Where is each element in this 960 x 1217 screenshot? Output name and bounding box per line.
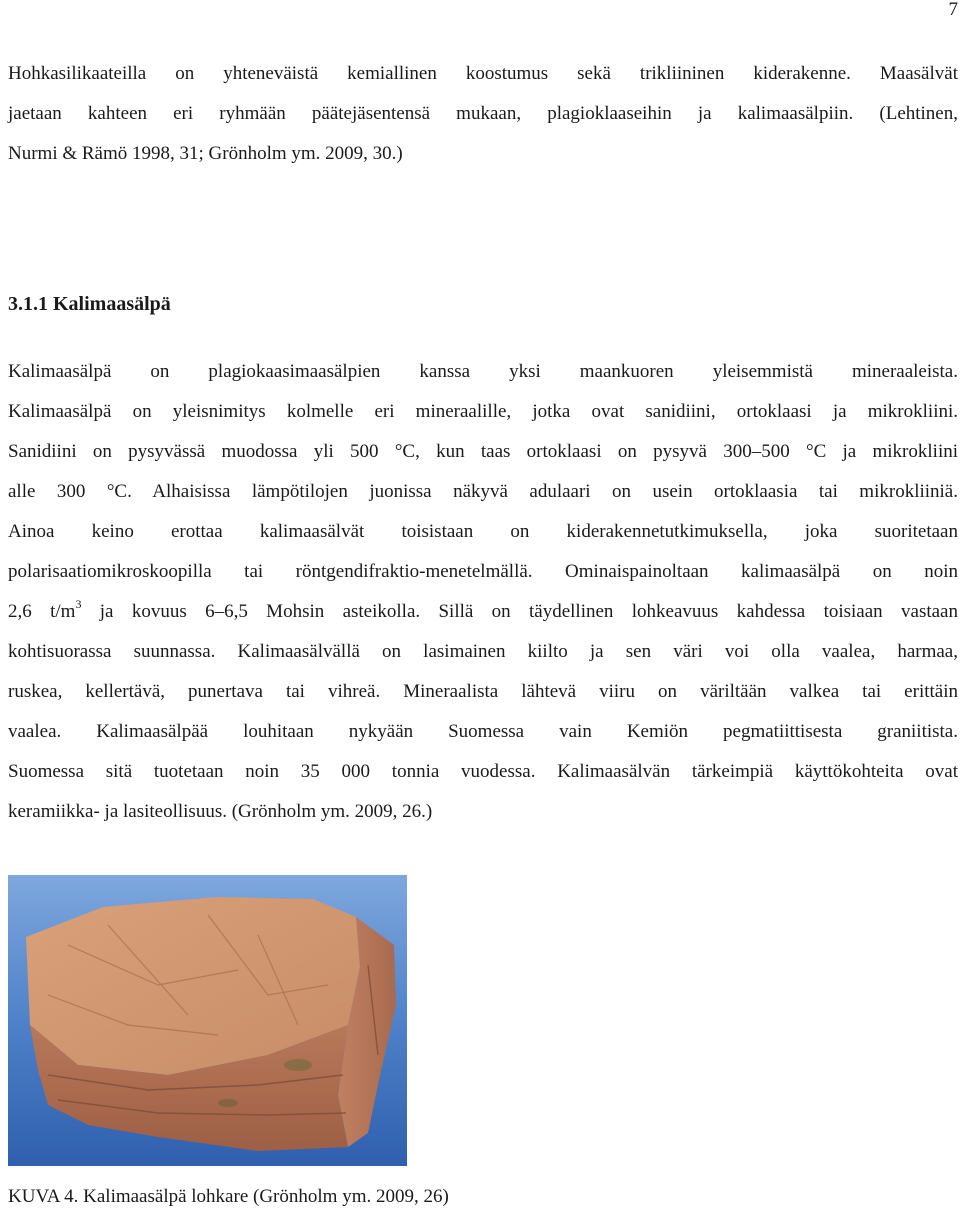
paragraph-line: Nurmi & Rämö 1998, 31; Grönholm ym. 2009, 30.) [8, 143, 403, 164]
feldspar-photo [8, 875, 407, 1166]
superscript-exponent: 3 [75, 596, 82, 611]
paragraph-line: jaetaan kahteen eri ryhmään päätejäsentensä mukaan, plagioklaaseihin ja kalimaasälpiin. (Lehtinen, [8, 103, 958, 124]
paragraph-line: Hohkasilikaateilla on yhteneväistä kemiallinen koostumus sekä trikliininen kiderakenne. Maasälvät [8, 63, 958, 84]
rock-illustration [8, 875, 407, 1166]
paragraph-line: alle 300 °C. Alhaisissa lämpötilojen juonissa näkyvä adulaari on usein ortoklaasia tai mikrokliiniä. [8, 481, 958, 502]
paragraph-line: kohtisuorassa suunnassa. Kalimaasälvällä on lasimainen kiilto ja sen väri voi olla vaalea, harmaa, [8, 641, 958, 662]
paragraph-line: Kalimaasälpä on plagiokaasimaasälpien kanssa yksi maankuoren yleisemmistä mineraaleista. [8, 361, 958, 382]
paragraph-line: polarisaatiomikroskoopilla tai röntgendifraktio-menetelmällä. Ominaispainoltaan kalimaasälpä on noin [8, 561, 958, 582]
density-value: 2,6 t/m [8, 601, 76, 622]
paragraph-line: keramiikka- ja lasiteollisuus. (Grönholm ym. 2009, 26.) [8, 801, 433, 822]
paragraph-line: Sanidiini on pysyvässä muodossa yli 500 °C, kun taas ortoklaasi on pysyvä 300–500 °C ja mikrokliini [8, 441, 958, 462]
paragraph-line: Suomessa sitä tuotetaan noin 35 000 tonnia vuodessa. Kalimaasälvän tärkeimpiä käyttökohteita ovat [8, 761, 958, 782]
paragraph-line-density [8, 592, 958, 632]
paragraph-line: Ainoa keino erottaa kalimaasälvät toisistaan on kiderakennetutkimuksella, joka suoritetaan [8, 521, 958, 542]
density-rest: ja kovuus 6–6,5 Mohsin asteikolla. Sillä on täydellinen lohkeavuus kahdessa toisiaan vastaan [81, 601, 958, 622]
section-heading: 3.1.1 Kalimaasälpä [8, 293, 171, 315]
page-number: 7 [948, 0, 958, 20]
body-paragraph [8, 352, 958, 832]
intro-paragraph [8, 54, 958, 174]
paragraph-line: vaalea. Kalimaasälpää louhitaan nykyään Suomessa vain Kemiön pegmatiittisesta graniitista. [8, 721, 958, 742]
paragraph-line: ruskea, kellertävä, punertava tai vihreä. Mineraalista lähtevä viiru on väriltään valkea tai erittäin [8, 681, 958, 702]
paragraph-line: Kalimaasälpä on yleisnimitys kolmelle eri mineraalille, jotka ovat sanidiini, ortoklaasi ja mikrokliini. [8, 401, 958, 422]
figure-caption: KUVA 4. Kalimaasälpä lohkare (Grönholm ym. 2009, 26) [8, 1186, 449, 1207]
